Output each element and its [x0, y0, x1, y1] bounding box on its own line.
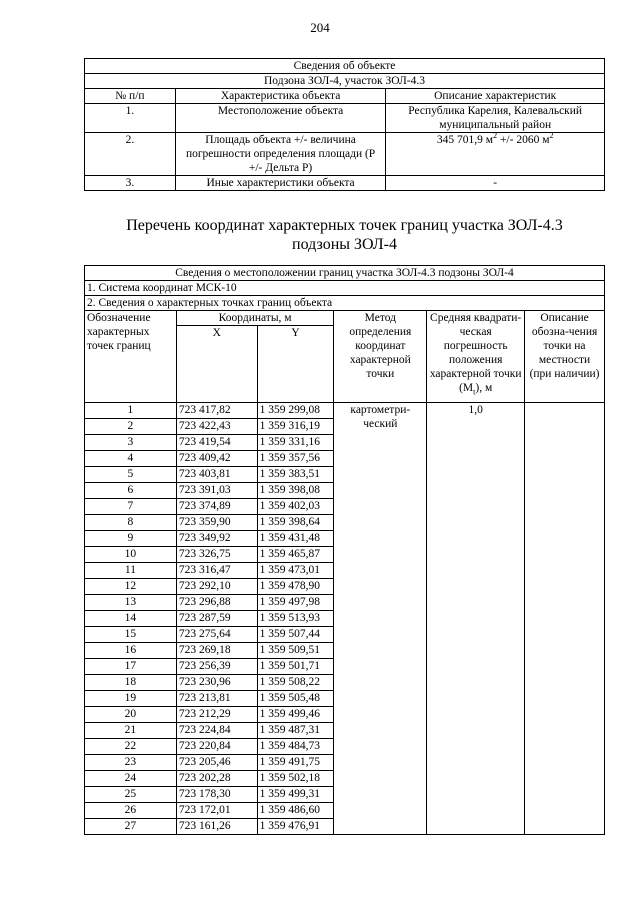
method-cell: картометри-ческий	[334, 403, 427, 835]
point-x: 723 374,89	[176, 499, 257, 515]
point-y: 1 359 476,91	[257, 819, 334, 835]
point-number: 5	[85, 467, 177, 483]
header-error-end: ), м	[475, 382, 493, 394]
point-x: 723 213,81	[176, 691, 257, 707]
point-y: 1 359 383,51	[257, 467, 334, 483]
point-number: 12	[85, 579, 177, 595]
header-error	[427, 311, 525, 403]
header-error-sub: t	[473, 387, 476, 397]
point-number: 22	[85, 739, 177, 755]
point-y: 1 359 487,31	[257, 723, 334, 739]
header-characteristic: Характеристика объекта	[175, 89, 386, 104]
point-number: 3	[85, 435, 177, 451]
point-number: 19	[85, 691, 177, 707]
row-name: Иные характеристики объекта	[175, 176, 386, 191]
header-description: Описание характеристик	[386, 89, 605, 104]
point-x: 723 275,64	[176, 627, 257, 643]
point-number: 14	[85, 611, 177, 627]
point-x: 723 316,47	[176, 563, 257, 579]
object-info-table	[84, 58, 605, 191]
point-x: 723 349,92	[176, 531, 257, 547]
point-x: 723 409,42	[176, 451, 257, 467]
coords-table-title: Сведения о местоположении границ участка ЗОЛ-4.3 подзоны ЗОЛ-4	[85, 266, 605, 281]
header-x: X	[176, 326, 257, 403]
header-point: Обозначение характерных точек границ	[85, 311, 177, 403]
point-number: 26	[85, 803, 177, 819]
point-x: 723 326,75	[176, 547, 257, 563]
point-y: 1 359 484,73	[257, 739, 334, 755]
point-y: 1 359 299,08	[257, 403, 334, 419]
point-x: 723 359,90	[176, 515, 257, 531]
point-x: 723 224,84	[176, 723, 257, 739]
point-y: 1 359 398,64	[257, 515, 334, 531]
point-y: 1 359 402,03	[257, 499, 334, 515]
point-x: 723 296,88	[176, 595, 257, 611]
point-number: 8	[85, 515, 177, 531]
row-num: 2.	[85, 133, 176, 176]
point-y: 1 359 502,18	[257, 771, 334, 787]
coordinates-table	[84, 265, 605, 835]
coords-heading-line1: Перечень координат характерных точек границ участка ЗОЛ-4.3	[126, 217, 563, 234]
header-method: Метод определения координат характерной точки	[334, 311, 427, 403]
header-error-text: Средняя квадрати-ческая погрешность положения характерной точки (M	[429, 312, 522, 394]
point-number: 20	[85, 707, 177, 723]
point-number: 11	[85, 563, 177, 579]
point-x: 723 172,01	[176, 803, 257, 819]
point-x: 723 220,84	[176, 739, 257, 755]
point-y: 1 359 513,93	[257, 611, 334, 627]
point-x: 723 161,26	[176, 819, 257, 835]
object-table-title: Сведения об объекте	[85, 59, 605, 74]
point-x: 723 212,29	[176, 707, 257, 723]
point-x: 723 205,46	[176, 755, 257, 771]
point-number: 4	[85, 451, 177, 467]
header-coords: Координаты, м	[176, 311, 334, 326]
point-y: 1 359 499,46	[257, 707, 334, 723]
section-points: 2. Сведения о характерных точках границ объекта	[85, 296, 605, 311]
point-number: 9	[85, 531, 177, 547]
description-cell	[525, 403, 605, 835]
row-num: 1.	[85, 104, 176, 133]
point-number: 23	[85, 755, 177, 771]
point-y: 1 359 465,87	[257, 547, 334, 563]
header-description: Описание обозна-чения точки на местности (при наличии)	[525, 311, 605, 403]
point-x: 723 417,82	[176, 403, 257, 419]
point-y: 1 359 508,22	[257, 675, 334, 691]
coords-heading-line2: подзоны ЗОЛ-4	[292, 236, 397, 253]
area-error: +/- 2060 м	[497, 134, 550, 146]
point-number: 10	[85, 547, 177, 563]
header-num: № п/п	[85, 89, 176, 104]
point-y: 1 359 478,90	[257, 579, 334, 595]
header-y: Y	[257, 326, 334, 403]
error-unit-sup: 2	[549, 131, 554, 141]
point-x: 723 292,10	[176, 579, 257, 595]
point-x: 723 419,54	[176, 435, 257, 451]
point-x: 723 287,59	[176, 611, 257, 627]
point-number: 7	[85, 499, 177, 515]
point-y: 1 359 398,08	[257, 483, 334, 499]
point-number: 17	[85, 659, 177, 675]
area-unit-sup: 2	[493, 131, 498, 141]
point-x: 723 422,43	[176, 419, 257, 435]
point-y: 1 359 357,56	[257, 451, 334, 467]
object-table-subtitle: Подзона ЗОЛ-4, участок ЗОЛ-4.3	[85, 74, 605, 89]
point-x: 723 178,30	[176, 787, 257, 803]
area-value: 345 701,9 м	[436, 134, 494, 146]
point-y: 1 359 507,44	[257, 627, 334, 643]
point-number: 25	[85, 787, 177, 803]
point-y: 1 359 505,48	[257, 691, 334, 707]
point-y: 1 359 499,31	[257, 787, 334, 803]
point-number: 21	[85, 723, 177, 739]
point-number: 24	[85, 771, 177, 787]
row-value-area	[386, 133, 605, 176]
page-number: 204	[310, 20, 330, 35]
point-y: 1 359 497,98	[257, 595, 334, 611]
point-x: 723 230,96	[176, 675, 257, 691]
point-number: 2	[85, 419, 177, 435]
point-number: 1	[85, 403, 177, 419]
point-number: 16	[85, 643, 177, 659]
point-y: 1 359 473,01	[257, 563, 334, 579]
point-number: 6	[85, 483, 177, 499]
point-y: 1 359 316,19	[257, 419, 334, 435]
error-cell: 1,0	[427, 403, 525, 835]
point-y: 1 359 509,51	[257, 643, 334, 659]
point-x: 723 403,81	[176, 467, 257, 483]
row-value: -	[386, 176, 605, 191]
point-x: 723 256,39	[176, 659, 257, 675]
row-name: Площадь объекта +/- величина погрешности определения площади (Р +/- Дельта Р)	[175, 133, 386, 176]
point-y: 1 359 431,48	[257, 531, 334, 547]
point-x: 723 391,03	[176, 483, 257, 499]
row-name: Местоположение объекта	[175, 104, 386, 133]
point-x: 723 202,28	[176, 771, 257, 787]
coord-system: 1. Система координат МСК-10	[85, 281, 605, 296]
point-number: 27	[85, 819, 177, 835]
point-x: 723 269,18	[176, 643, 257, 659]
row-num: 3.	[85, 176, 176, 191]
coords-heading	[84, 216, 605, 254]
point-number: 15	[85, 627, 177, 643]
point-y: 1 359 491,75	[257, 755, 334, 771]
point-number: 18	[85, 675, 177, 691]
point-y: 1 359 486,60	[257, 803, 334, 819]
point-y: 1 359 331,16	[257, 435, 334, 451]
point-y: 1 359 501,71	[257, 659, 334, 675]
point-number: 13	[85, 595, 177, 611]
table-row	[85, 403, 605, 419]
row-value: Республика Карелия, Калевальский муниципальный район	[386, 104, 605, 133]
